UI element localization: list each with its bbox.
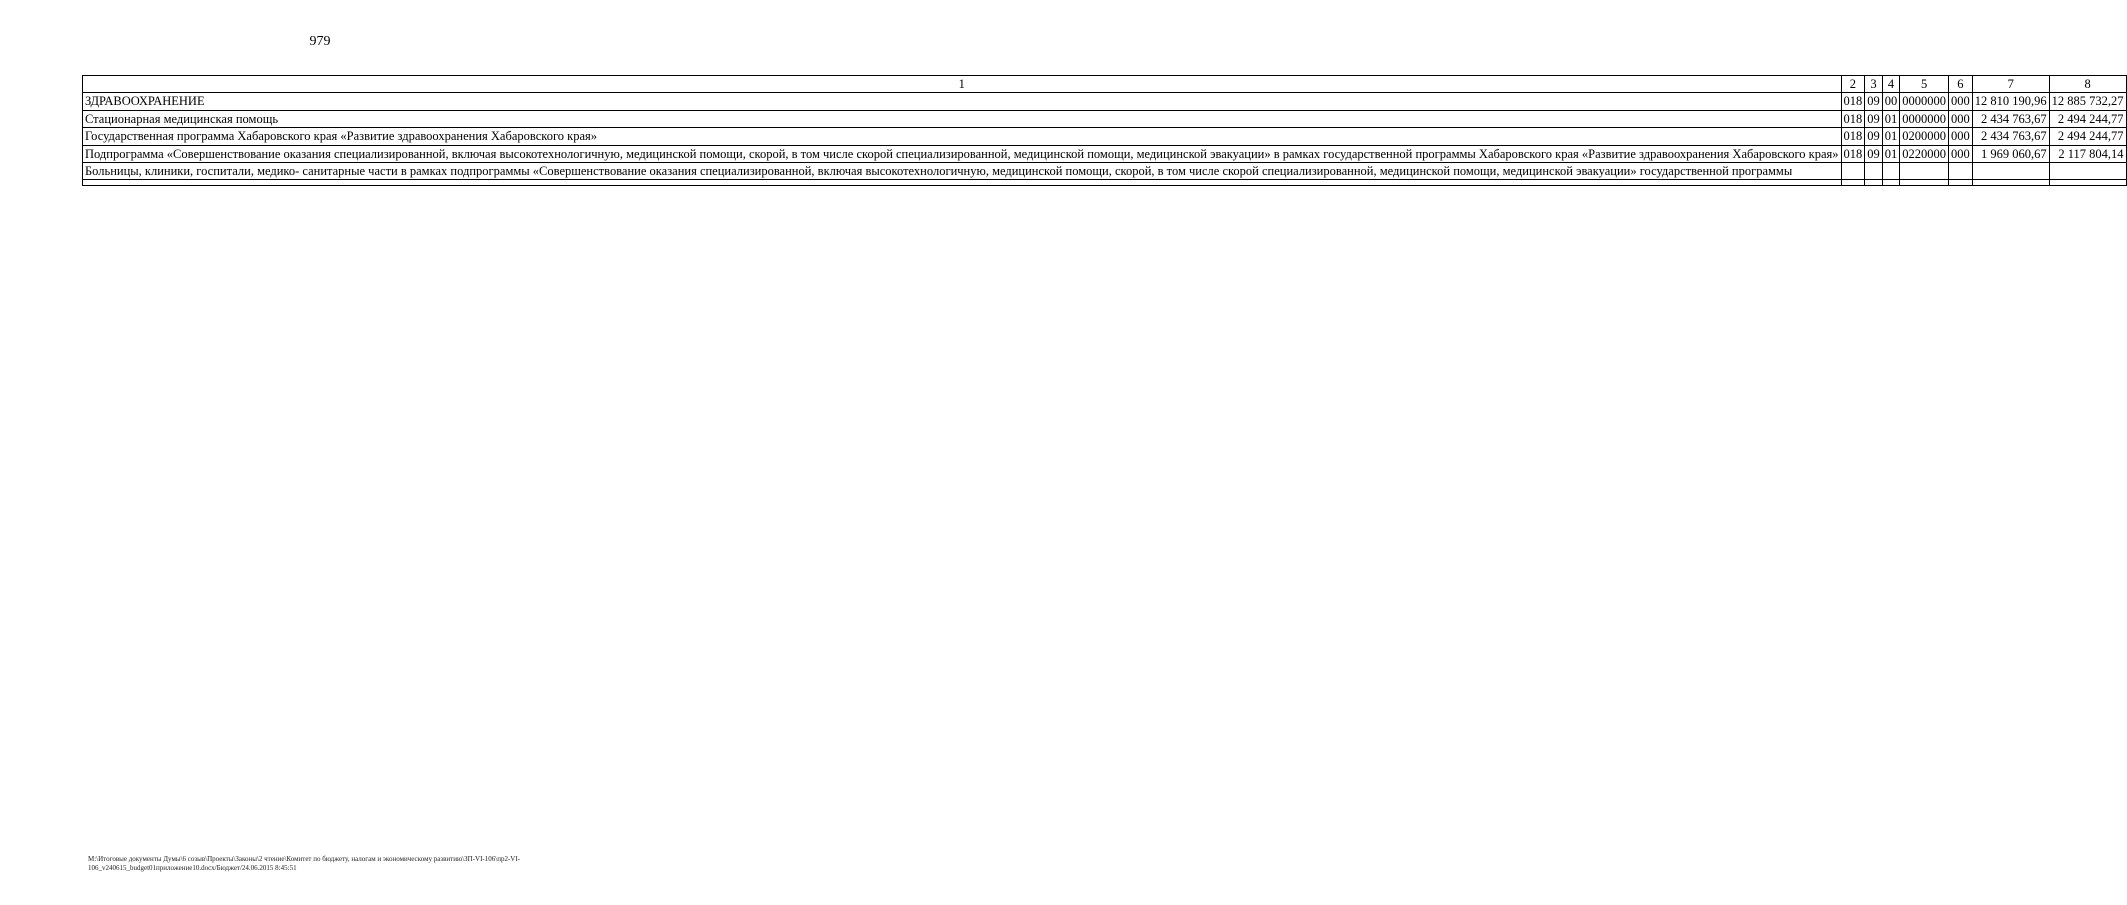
cell-code-5 (1900, 163, 1949, 180)
row-name: Государственная программа Хабаровского края «Развитие здравоохранения Хабаровского края» (83, 128, 1842, 145)
row-name: Больницы, клиники, госпитали, медико- санитарные части в рамках подпрограммы «Совершенствование оказания специализированной, включая высокотехнологичную, медицинской помощи, скорой, в том числе скорой специализированной, медицинской помощи, медицинской эвакуации» государственной программы (83, 163, 1842, 180)
cell-code-4: 01 (1882, 128, 1900, 145)
row-name: Подпрограмма «Совершенствование оказания специализированной, включая высокотехнологичную, медицинской помощи, скорой, в том числе скорой специализированной, медицинской помощи, медицинской эвакуации» в рамках государственной программы Хабаровского края «Развитие здравоохранения Хабаровского края» (83, 145, 1842, 162)
cell-code-3 (1865, 163, 1883, 180)
cell-code-4: 01 (1882, 110, 1900, 127)
column-header: 6 (1949, 76, 1973, 93)
table-row (83, 128, 2127, 145)
cell-amount-8: 2 494 244,77 (2049, 128, 2126, 145)
cell-code-6: 000 (1949, 93, 1973, 110)
cell-code-3: 09 (1865, 145, 1883, 162)
cell-code-4: 00 (1882, 93, 1900, 110)
cell-code-2: 018 (1841, 145, 1865, 162)
cell-code-5: 0000000 (1900, 110, 1949, 127)
file-path-footer: M:\Итоговые документы Думы\6 созыв\Проекты\Законы\2 чтение\Комитет по бюджету, налогам и экономическому развитию\ЗП-VI-106\пр2-VI-106_v240615_budget01приложение10.docx/Бюджет/24.06.2015 8:45:51 (88, 855, 520, 872)
cell-code-3: 09 (1865, 110, 1883, 127)
cell-amount-7: 2 434 763,67 (1972, 110, 2049, 127)
column-header: 2 (1841, 76, 1865, 93)
cell-code-2: 018 (1841, 93, 1865, 110)
table-row (83, 93, 2127, 110)
cell-amount-7: 1 969 060,67 (1972, 145, 2049, 162)
cell-code-6 (1949, 163, 1973, 180)
cell-code-4 (1882, 163, 1900, 180)
cell-amount-8: 2 494 244,77 (2049, 110, 2126, 127)
cell-amount-8 (2049, 163, 2126, 180)
column-header: 7 (1972, 76, 2049, 93)
cell-code-3: 09 (1865, 93, 1883, 110)
table-row (83, 163, 2127, 180)
cell-code-6: 000 (1949, 110, 1973, 127)
cell-code-2: 018 (1841, 110, 1865, 127)
cell-amount-7: 2 434 763,67 (1972, 128, 2049, 145)
cell-code-3: 09 (1865, 128, 1883, 145)
cell-amount-7 (1972, 163, 2049, 180)
cell-code-2: 018 (1841, 128, 1865, 145)
table-row (83, 145, 2127, 162)
cell-code-2 (1841, 163, 1865, 180)
column-header: 8 (2049, 76, 2126, 93)
column-header: 3 (1865, 76, 1883, 93)
cell-code-5: 0220000 (1900, 145, 1949, 162)
cell-code-6: 000 (1949, 128, 1973, 145)
table-row (83, 110, 2127, 127)
cell-code-5: 0200000 (1900, 128, 1949, 145)
table-row-continuation (83, 180, 2127, 186)
cell-amount-8: 2 117 804,14 (2049, 145, 2126, 162)
column-header: 5 (1900, 76, 1949, 93)
budget-table (82, 75, 2127, 186)
cell-code-5: 0000000 (1900, 93, 1949, 110)
column-header: 4 (1882, 76, 1900, 93)
row-name: Стационарная медицинская помощь (83, 110, 1842, 127)
row-name: ЗДРАВООХРАНЕНИЕ (83, 93, 1842, 110)
cell-amount-7: 12 810 190,96 (1972, 93, 2049, 110)
column-header: 1 (83, 76, 1842, 93)
page-number: 979 (309, 34, 331, 49)
cell-code-6: 000 (1949, 145, 1973, 162)
cell-code-4: 01 (1882, 145, 1900, 162)
header-row (83, 76, 2127, 93)
cell-amount-8: 12 885 732,27 (2049, 93, 2126, 110)
